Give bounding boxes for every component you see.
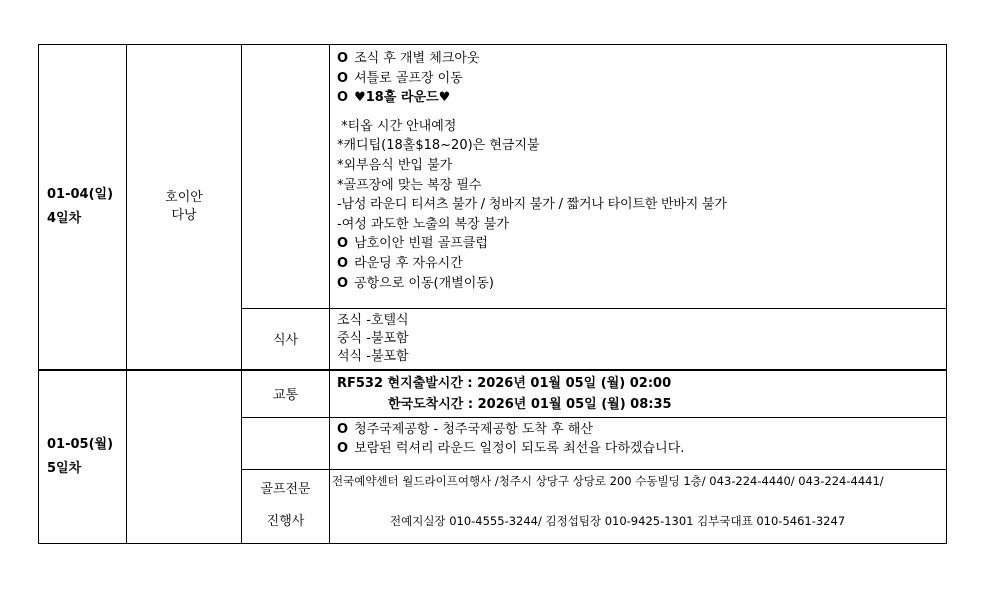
agency-label-line2: 진행사 [266, 514, 305, 529]
agency-address: 전국예약센터 월드라이프여행사 /청주시 상당구 상당로 200 수동빌딩 1층/ 043-224-4440/ 043-224-4441/ [332, 473, 884, 488]
day5-date-cell [39, 370, 127, 544]
schedule-note-dress-code-women: -여성 과도한 노출의 복장 불가 [337, 216, 509, 232]
day4-schedule-category-cell [242, 45, 330, 309]
schedule-item: O 공항으로 이동(개별이동) [337, 275, 494, 291]
flight-arrival: 한국도착시간 : 2026년 01월 05일 (월) 08:35 [388, 396, 672, 412]
day4-date-cell [39, 45, 127, 370]
schedule-item: O 남호이안 빈펄 골프클럽 [337, 236, 488, 252]
meal-dinner: 석식 -불포함 [337, 348, 409, 364]
transport-label-cell [242, 370, 330, 418]
day4-schedule-row [39, 45, 947, 309]
meal-label: 식사 [272, 333, 299, 349]
itinerary-table [38, 44, 947, 544]
meal-breakfast: 조식 -호텔식 [337, 312, 409, 328]
day5-schedule-category-cell [242, 417, 330, 469]
agency-staff-contacts: 전예지실장 010-4555-3244/ 김정섭팀장 010-9425-1301 김부국대표 010-5461-3247 [390, 513, 846, 528]
flight-departure: RF532 현지출발시간 : 2026년 01월 05일 (월) 02:00 [337, 375, 672, 391]
day4-day-number: 4일차 [47, 210, 82, 226]
schedule-item: O 보람된 럭셔리 라운드 일정이 되도록 최선을 다하겠습니다. [337, 441, 685, 457]
day4-meal-content [330, 309, 947, 370]
schedule-note: *외부음식 반입 불가 [337, 157, 453, 173]
day4-schedule-content [330, 45, 947, 309]
meal-lunch: 중식 -불포함 [337, 330, 409, 346]
day4-date: 01-04(일) [47, 186, 114, 202]
schedule-item-golf-round: O ♥18홀 라운드♥ [337, 90, 451, 106]
day5-place-cell [127, 370, 242, 544]
day4-place-line2: 다낭 [171, 207, 197, 223]
schedule-note: *티옵 시간 안내예정 [337, 118, 457, 134]
day5-transport-row [39, 370, 947, 418]
agency-contact-content [330, 469, 947, 543]
day4-place-line1: 호이안 [165, 189, 203, 205]
day5-transport-content [330, 370, 947, 418]
schedule-item: O 라운딩 후 자유시간 [337, 255, 463, 271]
schedule-note: *캐디팁(18홀$18~20)은 현금지불 [337, 138, 540, 154]
day5-day-number: 5일차 [47, 460, 82, 476]
meal-label-cell [242, 309, 330, 370]
schedule-item: O 청주국제공항 - 청주국제공항 도착 후 해산 [337, 421, 593, 437]
schedule-note: *골프장에 맞는 복장 필수 [337, 177, 482, 193]
day5-date: 01-05(월) [47, 436, 114, 452]
day5-schedule-content [330, 417, 947, 469]
schedule-item: O 셔틀로 골프장 이동 [337, 70, 463, 86]
schedule-note-dress-code-men: -남성 라운디 티셔츠 불가 / 청바지 불가 / 짧거나 타이트한 반바지 불가 [337, 197, 727, 213]
agency-label-cell [242, 469, 330, 543]
day4-place-cell [127, 45, 242, 370]
agency-label-line1: 골프전문 [260, 482, 311, 497]
transport-label: 교통 [272, 388, 299, 403]
schedule-item: O 조식 후 개별 체크아웃 [337, 51, 480, 66]
